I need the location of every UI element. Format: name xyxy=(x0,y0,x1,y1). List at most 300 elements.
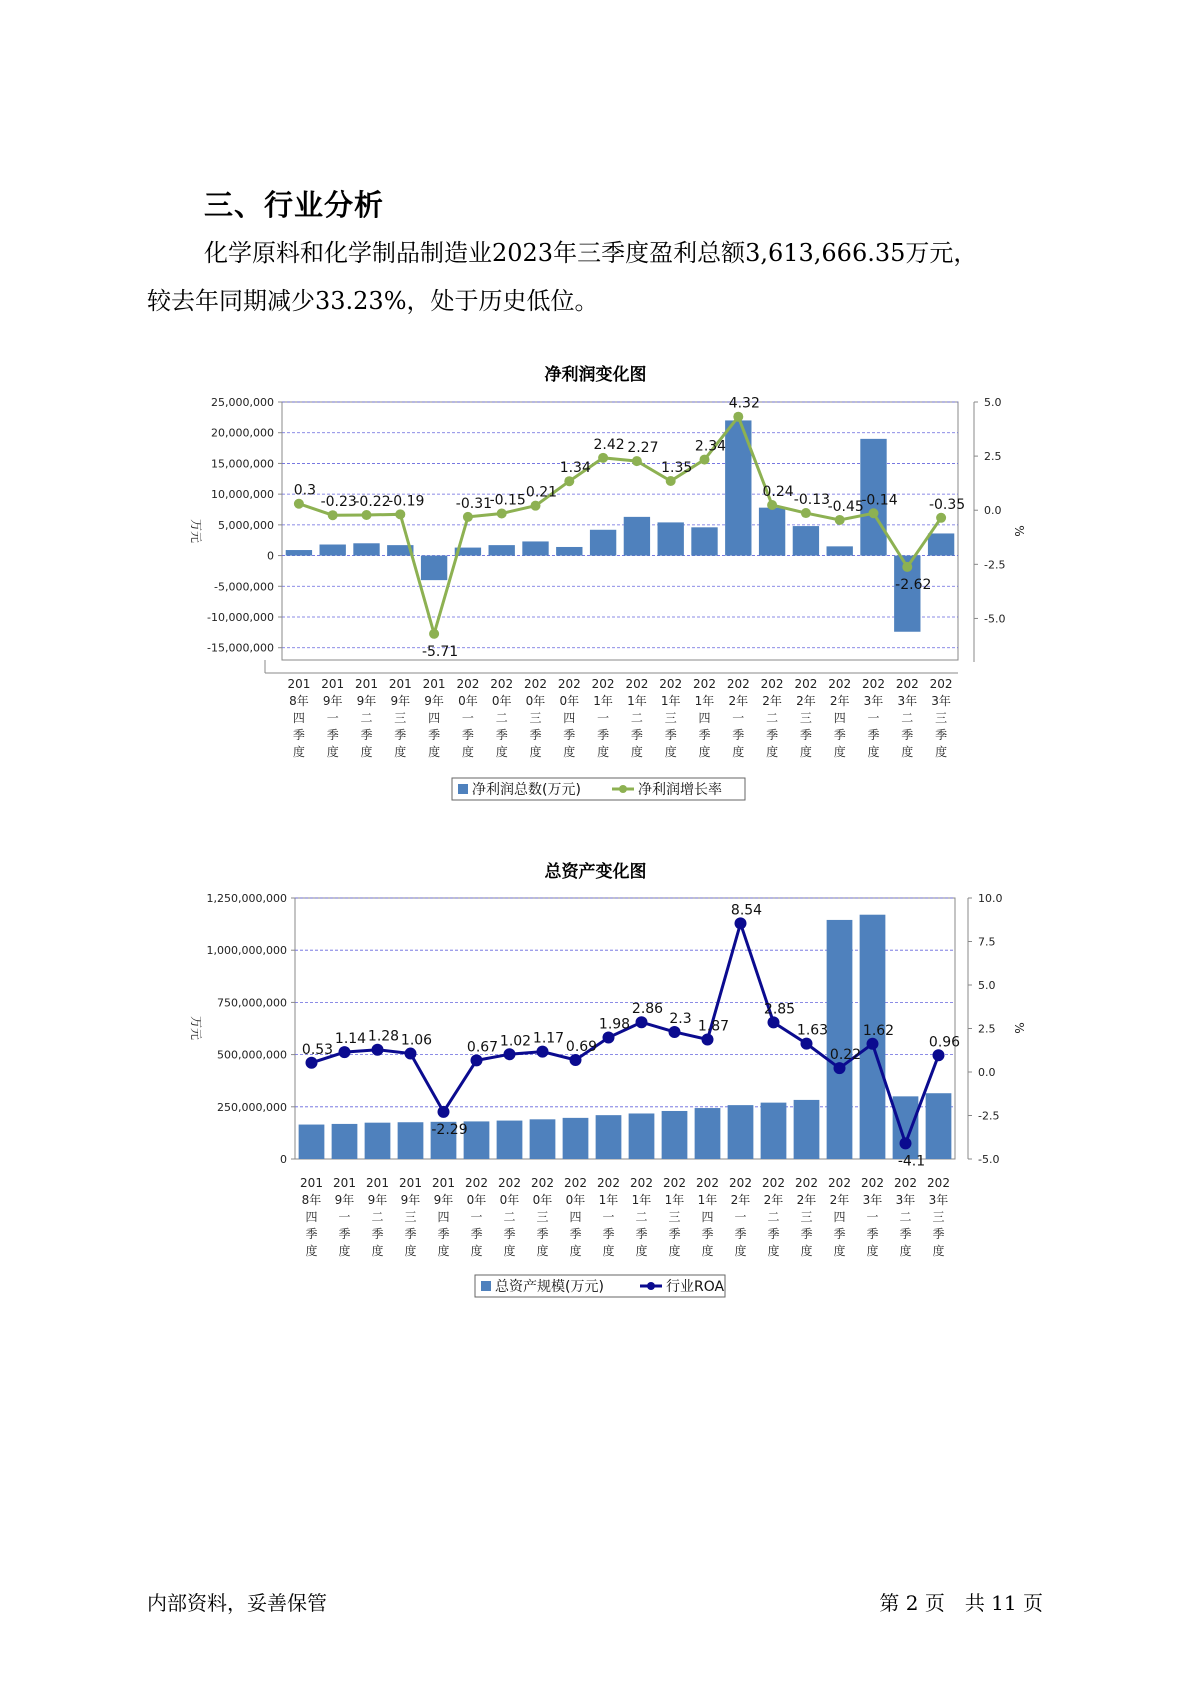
x-tick-label: 季 xyxy=(630,728,643,742)
y2-tick-label: 2.5 xyxy=(984,450,1002,464)
line-point xyxy=(306,1057,318,1069)
y-tick-label: 0 xyxy=(267,549,274,563)
x-tick-label: 季 xyxy=(563,728,576,742)
data-label: 4.32 xyxy=(728,395,760,412)
bar xyxy=(928,533,954,555)
x-tick-label: 二 xyxy=(635,1210,648,1224)
y-tick-label: 10,000,000 xyxy=(211,488,274,502)
x-tick-label: 四 xyxy=(833,711,846,725)
x-tick-label: 季 xyxy=(867,728,880,742)
y2-tick-label: 5.0 xyxy=(984,396,1002,409)
x-tick-label: 3年 xyxy=(863,694,884,708)
line-point xyxy=(564,476,574,486)
x-tick-label: 季 xyxy=(901,728,914,742)
line-point xyxy=(294,499,304,509)
legend-line-label: 行业ROA xyxy=(666,1279,725,1295)
data-label: 2.86 xyxy=(631,1001,664,1018)
data-label: 1.87 xyxy=(697,1018,730,1035)
data-label: 0.3 xyxy=(293,482,317,499)
bar xyxy=(695,1108,721,1159)
x-tick-label: 201 xyxy=(422,677,446,691)
x-tick-label: 季 xyxy=(833,728,846,742)
x-tick-label: 季 xyxy=(602,1227,615,1241)
x-tick-label: 季 xyxy=(766,728,779,742)
data-label: -2.62 xyxy=(895,576,932,593)
y2-tick-label: 10.0 xyxy=(978,892,1003,905)
x-tick-label: 季 xyxy=(371,1227,384,1241)
x-tick-label: 0年 xyxy=(499,1193,520,1207)
x-tick-label: 季 xyxy=(326,728,339,742)
x-tick-label: 度 xyxy=(360,745,373,759)
bar xyxy=(522,541,548,555)
chart1-title: 净利润变化图 xyxy=(544,365,647,385)
data-label: -4.1 xyxy=(897,1153,926,1170)
line-point xyxy=(570,1054,582,1066)
bar xyxy=(827,546,853,555)
line-point xyxy=(867,1038,879,1050)
x-tick-label: 1年 xyxy=(593,694,613,708)
line-point xyxy=(768,1016,780,1028)
x-tick-label: 0年 xyxy=(466,1193,487,1207)
x-tick-label: 度 xyxy=(668,1244,681,1258)
x-tick-label: 202 xyxy=(597,1176,620,1190)
x-tick-label: 二 xyxy=(766,711,779,725)
y2-tick-label: -5.0 xyxy=(978,1153,1000,1166)
x-tick-label: 3年 xyxy=(931,694,951,708)
x-tick-label: 一 xyxy=(338,1210,351,1224)
data-label: -5.71 xyxy=(421,643,459,660)
x-tick-label: 一 xyxy=(866,1210,879,1224)
x-tick-label: 202 xyxy=(726,677,750,691)
x-tick-label: 202 xyxy=(862,677,885,691)
data-label: 0.24 xyxy=(762,484,794,501)
x-tick-label: 0年 xyxy=(559,694,580,708)
x-tick-label: 3年 xyxy=(895,1193,916,1207)
data-label: 1.63 xyxy=(796,1022,829,1039)
line-point xyxy=(700,455,710,465)
x-tick-label: 201 xyxy=(399,1176,422,1190)
x-tick-label: 度 xyxy=(899,1244,912,1258)
bar xyxy=(353,543,379,555)
bar xyxy=(759,508,785,556)
x-tick-label: 度 xyxy=(305,1244,318,1258)
line-point xyxy=(835,515,845,525)
data-label: 1.17 xyxy=(532,1030,565,1047)
x-tick-label: 二 xyxy=(360,711,373,725)
x-tick-label: 三 xyxy=(404,1210,417,1224)
x-tick-label: 2年 xyxy=(762,694,782,708)
y2-tick-label: 7.5 xyxy=(978,935,996,949)
x-tick-label: 二 xyxy=(767,1210,780,1224)
x-tick-label: 季 xyxy=(437,1227,450,1241)
x-tick-label: 季 xyxy=(338,1227,351,1241)
x-tick-label: 202 xyxy=(663,1176,686,1190)
x-tick-label: 202 xyxy=(696,1176,719,1190)
x-tick-label: 201 xyxy=(355,677,378,691)
line-point xyxy=(328,510,338,520)
x-tick-label: 季 xyxy=(799,728,812,742)
y2-tick-label: -5.0 xyxy=(984,612,1006,626)
data-label: 0.67 xyxy=(466,1039,499,1056)
y-tick-label: 1,000,000,000 xyxy=(206,944,287,958)
x-tick-label: 度 xyxy=(371,1244,384,1258)
x-tick-label: 度 xyxy=(701,1244,714,1258)
legend-bar-label: 总资产规模(万元) xyxy=(495,1279,604,1295)
x-tick-label: 度 xyxy=(470,1244,483,1258)
x-tick-label: 度 xyxy=(563,745,576,759)
x-tick-label: 202 xyxy=(927,1176,950,1190)
x-tick-label: 202 xyxy=(861,1176,884,1190)
total-assets-chart xyxy=(0,880,1191,1300)
x-tick-label: 8年 xyxy=(289,694,309,708)
x-tick-label: 度 xyxy=(602,1244,615,1258)
data-label: 1.34 xyxy=(559,460,591,477)
x-tick-label: 3年 xyxy=(862,1193,883,1207)
x-tick-label: 二 xyxy=(371,1210,384,1224)
data-label: 1.98 xyxy=(598,1016,631,1033)
x-tick-label: 1年 xyxy=(660,694,681,708)
data-label: 1.06 xyxy=(400,1032,433,1049)
data-label: -0.23 xyxy=(320,494,357,511)
x-tick-label: 三 xyxy=(668,1210,681,1224)
x-tick-label: 202 xyxy=(828,677,852,691)
y-tick-label: 500,000,000 xyxy=(217,1048,287,1062)
x-tick-label: 一 xyxy=(461,711,474,725)
x-tick-label: 三 xyxy=(529,711,542,725)
x-tick-label: 季 xyxy=(664,728,677,742)
y2-tick-label: -2.5 xyxy=(984,558,1006,572)
x-tick-label: 度 xyxy=(437,1244,450,1258)
x-tick-label: 季 xyxy=(470,1227,483,1241)
x-tick-label: 1年 xyxy=(627,694,647,708)
x-tick-label: 一 xyxy=(326,711,339,725)
x-tick-label: 季 xyxy=(404,1227,417,1241)
y-tick-label: 15,000,000 xyxy=(211,457,274,471)
line-point xyxy=(405,1048,417,1060)
y-tick-label: 25,000,000 xyxy=(211,396,274,409)
x-tick-label: 0年 xyxy=(458,694,478,708)
line-point xyxy=(636,1016,648,1028)
data-label: -0.45 xyxy=(827,498,864,515)
x-tick-label: 度 xyxy=(800,1244,813,1258)
x-tick-label: 度 xyxy=(326,745,339,759)
y2-tick-label: -2.5 xyxy=(978,1109,1000,1123)
legend-bar-label: 净利润总数(万元) xyxy=(472,782,581,798)
x-tick-label: 201 xyxy=(300,1176,323,1190)
x-tick-label: 度 xyxy=(536,1244,549,1258)
x-tick-label: 二 xyxy=(899,1210,912,1224)
x-tick-label: 1年 xyxy=(694,694,715,708)
data-label: 1.62 xyxy=(862,1022,895,1039)
x-tick-label: 季 xyxy=(597,728,610,742)
x-tick-label: 季 xyxy=(800,1227,813,1241)
x-tick-label: 季 xyxy=(668,1227,681,1241)
y-tick-label: 5,000,000 xyxy=(218,518,274,532)
x-tick-label: 季 xyxy=(701,1227,714,1241)
x-tick-label: 2年 xyxy=(730,1193,751,1207)
data-label: 0.69 xyxy=(565,1038,598,1055)
y-tick-label: -10,000,000 xyxy=(207,611,274,624)
x-tick-label: 三 xyxy=(664,711,677,725)
line-point xyxy=(471,1054,483,1066)
net-profit-chart xyxy=(0,385,1191,805)
line-point xyxy=(666,476,676,486)
x-tick-label: 1年 xyxy=(631,1193,652,1207)
x-tick-label: 季 xyxy=(698,728,711,742)
bar xyxy=(629,1113,655,1159)
line-point xyxy=(669,1026,681,1038)
x-tick-label: 201 xyxy=(388,677,412,691)
x-tick-label: 度 xyxy=(767,1244,780,1258)
bar xyxy=(662,1111,688,1159)
x-tick-label: 201 xyxy=(366,1176,389,1190)
x-tick-label: 202 xyxy=(524,677,547,691)
bar xyxy=(530,1119,556,1159)
line-point xyxy=(869,508,879,518)
bar xyxy=(761,1103,787,1159)
x-tick-label: 2年 xyxy=(829,1193,850,1207)
x-tick-label: 四 xyxy=(833,1210,846,1224)
bar xyxy=(398,1122,424,1159)
x-tick-label: 202 xyxy=(625,677,649,691)
line-point xyxy=(801,508,811,518)
x-tick-label: 201 xyxy=(333,1176,356,1190)
data-label: 1.14 xyxy=(334,1031,367,1048)
x-tick-label: 202 xyxy=(564,1176,587,1190)
y-tick-label: -5,000,000 xyxy=(214,580,274,594)
bar xyxy=(497,1121,523,1159)
line-point xyxy=(497,508,507,518)
y2-axis-label: % xyxy=(1012,525,1026,537)
bar xyxy=(590,530,616,556)
x-tick-label: 度 xyxy=(292,745,305,759)
legend-line-marker xyxy=(647,1282,655,1290)
data-label: -0.13 xyxy=(793,492,831,509)
bar xyxy=(893,1096,919,1159)
data-label: 1.02 xyxy=(499,1033,532,1050)
x-tick-label: 四 xyxy=(437,1210,450,1224)
x-tick-label: 四 xyxy=(569,1210,582,1224)
x-tick-label: 季 xyxy=(529,728,542,742)
line-point xyxy=(735,917,747,929)
x-tick-label: 1年 xyxy=(697,1193,718,1207)
data-label: -0.15 xyxy=(489,492,526,509)
x-tick-label: 202 xyxy=(729,1176,752,1190)
x-tick-label: 四 xyxy=(701,1210,714,1224)
x-tick-label: 度 xyxy=(338,1244,351,1258)
line-point xyxy=(395,509,405,519)
data-label: -0.31 xyxy=(455,495,493,512)
x-tick-label: 202 xyxy=(490,677,514,691)
x-tick-label: 度 xyxy=(901,745,914,759)
data-label: 2.3 xyxy=(669,1010,692,1027)
y2-tick-label: 0.0 xyxy=(978,1066,996,1079)
y-tick-label: 1,250,000,000 xyxy=(206,892,287,905)
x-tick-label: 季 xyxy=(899,1227,912,1241)
bar xyxy=(596,1115,622,1159)
line-point xyxy=(632,456,642,466)
x-tick-label: 二 xyxy=(495,711,508,725)
x-tick-label: 度 xyxy=(664,745,677,759)
line-point xyxy=(429,629,439,639)
data-label: -0.22 xyxy=(354,493,391,510)
data-label: 2.42 xyxy=(593,436,625,453)
x-tick-label: 季 xyxy=(635,1227,648,1241)
line-point xyxy=(339,1046,351,1058)
x-tick-label: 三 xyxy=(799,711,812,725)
x-tick-label: 度 xyxy=(394,745,407,759)
x-tick-label: 三 xyxy=(800,1210,813,1224)
bar xyxy=(421,556,447,581)
line-point xyxy=(504,1048,516,1060)
x-tick-label: 202 xyxy=(693,677,716,691)
legend-bar-swatch xyxy=(458,784,468,794)
x-tick-label: 度 xyxy=(404,1244,417,1258)
x-tick-label: 度 xyxy=(428,745,441,759)
y2-axis-label: % xyxy=(1012,1022,1026,1034)
x-tick-label: 202 xyxy=(828,1176,851,1190)
data-label: 0.21 xyxy=(525,484,558,501)
x-tick-label: 202 xyxy=(456,677,480,691)
x-tick-label: 202 xyxy=(895,677,919,691)
bar xyxy=(827,920,853,1159)
x-tick-label: 201 xyxy=(321,677,345,691)
x-tick-label: 度 xyxy=(698,745,711,759)
x-tick-label: 2年 xyxy=(796,1193,817,1207)
x-tick-label: 一 xyxy=(602,1210,615,1224)
line-point xyxy=(362,510,372,520)
x-tick-label: 202 xyxy=(760,677,784,691)
x-tick-label: 9年 xyxy=(433,1193,454,1207)
x-tick-label: 一 xyxy=(732,711,745,725)
x-tick-label: 201 xyxy=(432,1176,455,1190)
data-label: 1.28 xyxy=(367,1028,400,1045)
x-tick-label: 季 xyxy=(495,728,508,742)
x-tick-label: 202 xyxy=(894,1176,917,1190)
x-tick-label: 季 xyxy=(503,1227,516,1241)
x-tick-label: 202 xyxy=(762,1176,785,1190)
line-point xyxy=(438,1106,450,1118)
x-tick-label: 季 xyxy=(734,1227,747,1241)
x-tick-label: 3年 xyxy=(928,1193,949,1207)
bar xyxy=(332,1124,358,1159)
section-paragraph xyxy=(147,229,1057,325)
bar xyxy=(624,517,650,556)
x-tick-label: 202 xyxy=(659,677,683,691)
x-tick-label: 1年 xyxy=(598,1193,619,1207)
x-tick-label: 一 xyxy=(867,711,880,725)
y-tick-label: 250,000,000 xyxy=(217,1100,287,1114)
x-tick-label: 2年 xyxy=(763,1193,784,1207)
legend-bar-swatch xyxy=(481,1281,491,1291)
data-label: 8.54 xyxy=(730,902,763,919)
x-tick-label: 度 xyxy=(734,1244,747,1258)
x-tick-label: 度 xyxy=(732,745,745,759)
data-label: 0.96 xyxy=(928,1034,961,1051)
x-tick-label: 季 xyxy=(428,728,441,742)
paragraph-line-1: 化学原料和化学制品制造业2023年三季度盈利总额3,613,666.35万元， xyxy=(204,239,978,267)
y2-tick-label: 5.0 xyxy=(978,979,996,992)
x-tick-label: 202 xyxy=(630,1176,653,1190)
x-tick-label: 9年 xyxy=(356,694,377,708)
x-tick-label: 季 xyxy=(935,728,948,742)
x-tick-label: 二 xyxy=(630,711,643,725)
x-tick-label: 度 xyxy=(503,1244,516,1258)
line-point xyxy=(902,562,912,572)
data-label: 2.34 xyxy=(694,438,727,455)
line-point xyxy=(702,1033,714,1045)
bar xyxy=(320,545,346,556)
x-tick-label: 度 xyxy=(867,745,880,759)
x-tick-label: 度 xyxy=(866,1244,879,1258)
x-tick-label: 三 xyxy=(536,1210,549,1224)
x-tick-label: 二 xyxy=(503,1210,516,1224)
x-tick-label: 202 xyxy=(498,1176,521,1190)
section-title: 三、行业分析 xyxy=(204,188,385,222)
x-tick-label: 度 xyxy=(833,745,846,759)
x-tick-label: 四 xyxy=(563,711,576,725)
x-tick-label: 9年 xyxy=(400,1193,421,1207)
bar xyxy=(286,550,312,556)
x-tick-label: 2年 xyxy=(829,694,850,708)
bar xyxy=(728,1105,754,1159)
x-tick-label: 度 xyxy=(935,745,948,759)
x-tick-label: 四 xyxy=(428,711,441,725)
y-tick-label: 750,000,000 xyxy=(217,996,287,1010)
x-tick-label: 四 xyxy=(292,711,305,725)
footer-page-number: 第 2 页 共 11 页 xyxy=(879,1591,1043,1615)
x-tick-label: 度 xyxy=(569,1244,582,1258)
x-tick-label: 季 xyxy=(833,1227,846,1241)
y-tick-label: 20,000,000 xyxy=(211,426,274,440)
x-tick-label: 202 xyxy=(794,677,818,691)
x-tick-label: 一 xyxy=(597,711,610,725)
x-tick-label: 202 xyxy=(531,1176,554,1190)
bar xyxy=(926,1093,952,1159)
x-tick-label: 三 xyxy=(935,711,948,725)
x-tick-label: 季 xyxy=(569,1227,582,1241)
footer-confidential: 内部资料，妥善保管 xyxy=(147,1591,327,1615)
data-label: 1.35 xyxy=(661,460,693,477)
x-tick-label: 季 xyxy=(461,728,474,742)
x-tick-label: 201 xyxy=(287,677,311,691)
x-tick-label: 四 xyxy=(698,711,711,725)
paragraph-line-2: 较去年同期减少33.23%，处于历史低位。 xyxy=(147,287,599,315)
x-tick-label: 202 xyxy=(591,677,615,691)
line-point xyxy=(463,512,473,522)
line-point xyxy=(933,1049,945,1061)
x-tick-label: 季 xyxy=(932,1227,945,1241)
bar xyxy=(658,522,684,555)
data-label: -2.29 xyxy=(431,1121,468,1138)
x-tick-label: 季 xyxy=(292,728,305,742)
data-label: 0.53 xyxy=(301,1041,334,1058)
x-tick-label: 度 xyxy=(495,745,508,759)
x-tick-label: 一 xyxy=(734,1210,747,1224)
bar xyxy=(556,547,582,556)
x-tick-label: 度 xyxy=(597,745,610,759)
x-tick-label: 度 xyxy=(461,745,474,759)
line-point xyxy=(598,453,608,463)
line-point xyxy=(603,1032,615,1044)
x-tick-label: 季 xyxy=(305,1227,318,1241)
x-tick-label: 0年 xyxy=(525,694,546,708)
data-label: -0.19 xyxy=(388,493,425,510)
x-tick-label: 0年 xyxy=(532,1193,553,1207)
line-point xyxy=(900,1137,912,1149)
chart2-title: 总资产变化图 xyxy=(544,862,647,882)
bar xyxy=(563,1118,589,1159)
